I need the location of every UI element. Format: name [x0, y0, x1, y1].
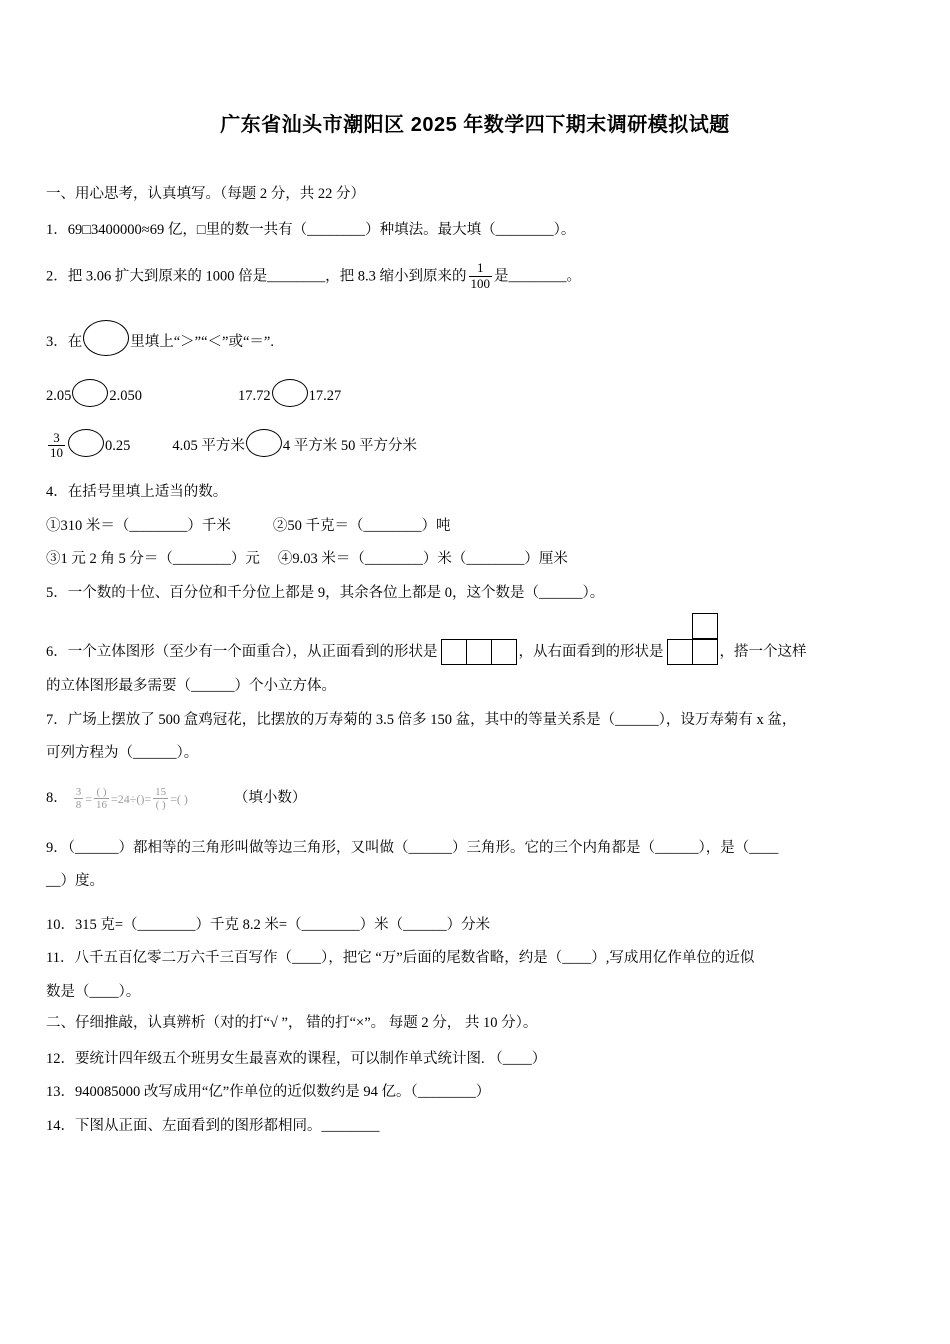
fraction-denominator: 10 — [50, 445, 63, 461]
question-4-items-row-2 — [46, 546, 904, 574]
q3-r1-right-2: 17.27 — [308, 387, 342, 404]
section-two-heading: 二、仔细推敲，认真辨析（对的打“√ ”， 错的打“×”。 每题 2 分， 共 10 分）。 — [46, 1015, 538, 1032]
question-6-text-a: 6．一个立体图形（至少有一个面重合），从正面看到的形状是 — [46, 644, 438, 661]
question-4-item-4: ④9.03 米＝（________）米（________）厘米 — [277, 551, 568, 568]
question-9-line-2: __）度。 — [46, 873, 104, 890]
question-6-text-c: ，搭一个这样 — [719, 644, 807, 661]
q3-r1-right: 2.050 — [109, 387, 142, 404]
front-view-shape-figure — [441, 639, 516, 665]
compare-circle-icon — [68, 429, 104, 457]
question-3 — [46, 320, 904, 357]
equals-blank: =( ) — [170, 791, 188, 806]
q3-r2-right: 0.25 — [105, 437, 131, 454]
fraction-denominator: ( ) — [153, 798, 168, 811]
question-2-text-a: 2．把 3.06 扩大到原来的 1000 倍是________，把 8.3 缩小到原来的 — [46, 268, 467, 285]
fraction-numerator: ( ) — [96, 785, 107, 798]
page-title: 广东省汕头市潮阳区 2025 年数学四下期末调研模拟试题 — [220, 114, 730, 136]
question-2 — [46, 261, 904, 291]
question-4: 4．在括号里填上适当的数。 — [46, 484, 228, 501]
question-2-text-b: 是________。 — [494, 268, 581, 285]
question-11-line-2: 数是（____）。 — [46, 983, 141, 1000]
question-4-items-row-1 — [46, 513, 904, 541]
compare-circle-icon — [246, 429, 282, 457]
question-8-equation-figure — [72, 786, 188, 812]
equals-sign-2: )= — [140, 791, 152, 806]
q3-r1-left: 2.05 — [46, 387, 72, 404]
fraction-denominator: 16 — [96, 798, 108, 811]
question-4-item-1: ①310 米＝（________）千米 — [46, 517, 231, 534]
question-7: 7．广场上摆放了 500 盒鸡冠花，比摆放的万寿菊的 3.5 倍多 150 盆，其中的等量关系是（______），设万寿菊有 x 盆， — [46, 711, 797, 728]
fraction-denominator: 100 — [470, 275, 490, 291]
fraction-blank-sixteenths — [94, 786, 109, 812]
fraction-three-tenths — [48, 431, 65, 461]
question-1: 1．69□3400000≈69 亿，□里的数一共有（________）种填法。最大填（________）。 — [46, 222, 576, 239]
question-12: 12．要统计四年级五个班男女生最喜欢的课程，可以制作单式统计图. （____） — [46, 1050, 547, 1067]
compare-circle-icon — [72, 379, 108, 407]
compare-circle-icon — [272, 379, 308, 407]
question-8-label: 8． — [46, 789, 68, 806]
question-7-line-2: 可列方程为（______）。 — [46, 745, 199, 762]
question-3-row-2 — [46, 429, 904, 463]
question-3-row-1 — [46, 379, 904, 413]
question-6-text-b: ，从右面看到的形状是 — [518, 644, 664, 661]
question-8 — [46, 784, 904, 813]
section-one-heading: 一、用心思考，认真填写。（每题 2 分，共 22 分） — [46, 186, 365, 202]
fraction-three-eighths — [74, 786, 84, 812]
question-14: 14．下图从正面、左面看到的图形都相同。________ — [46, 1117, 380, 1134]
question-10: 10．315 克=（________）千克 8.2 米=（________）米（______）分米 — [46, 916, 491, 933]
question-6 — [46, 613, 904, 667]
question-8-hint: （填小数） — [233, 789, 307, 806]
fraction-numerator: 3 — [75, 785, 82, 798]
question-6-line-2: 的立体图形最多需要（______）个小立方体。 — [46, 678, 336, 695]
fraction-one-hundredth — [469, 261, 493, 291]
question-3-text-b: 里填上“＞”“＜”或“＝”. — [130, 333, 274, 350]
fraction-numerator: 1 — [477, 260, 484, 276]
equals-sign-1: = — [85, 791, 93, 806]
question-3-text-a: 3．在 — [46, 333, 83, 350]
compare-circle-icon — [83, 320, 129, 356]
question-5: 5．一个数的十位、百分位和千分位上都是 9，其余各位上都是 0，这个数是（______）。 — [46, 584, 605, 601]
right-view-shape-figure — [667, 613, 717, 665]
fraction-denominator: 8 — [75, 798, 82, 811]
fraction-fifteen-over-blank — [153, 786, 168, 812]
question-13: 13．940085000 改写成用“亿”作单位的近似数约是 94 亿。（________） — [46, 1084, 491, 1101]
question-11: 11．八千五百亿零二万六千三百写作（____），把它 “万”后面的尾数省略，约是（____）,写成用亿作单位的近似 — [46, 950, 755, 967]
fraction-numerator: 3 — [53, 429, 60, 445]
question-4-item-3: ③1 元 2 角 5 分＝（________）元 — [46, 551, 260, 568]
q3-r2-left-2: 4.05 平方米 — [172, 437, 245, 454]
question-9: 9．（______）都相等的三角形叫做等边三角形，又叫做（______）三角形。它的三个内角都是（______），是（____ — [46, 839, 779, 856]
q3-r1-left-2: 17.72 — [238, 387, 271, 404]
question-4-item-2: ②50 千克＝（________）吨 — [272, 517, 451, 534]
division-part: =24÷( — [111, 791, 141, 806]
fraction-numerator: 15 — [155, 785, 167, 798]
q3-r2-right-2: 4 平方米 50 平方分米 — [282, 437, 417, 454]
